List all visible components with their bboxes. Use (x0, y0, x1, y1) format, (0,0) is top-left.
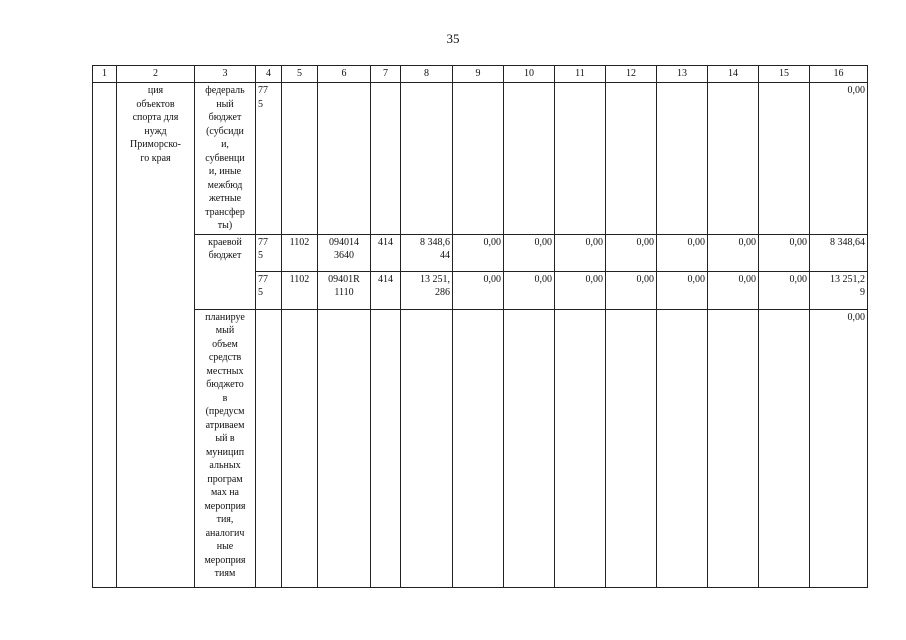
cell-c10 (504, 83, 555, 235)
cell-c14 (708, 83, 759, 235)
object-name-cell (117, 83, 195, 588)
cell-c9 (453, 83, 504, 235)
cell-c16-text: 8 348,64 (830, 236, 865, 248)
cell-c16-text: 13 251,2 9 (830, 273, 865, 298)
cell-c4-text: 77 5 (258, 236, 268, 261)
cell-c8 (401, 271, 453, 309)
cell-c13 (657, 309, 708, 587)
table-row-regional-1 (93, 234, 868, 271)
cell-c14 (708, 309, 759, 587)
header-cell-1: 1 (93, 66, 117, 83)
source-text: федераль ный бюджет (субсиди и, субвенци и, иные межбюд жетные трансфер ты) (205, 85, 245, 231)
cell-c10: 0,00 (504, 271, 555, 309)
source-cell (195, 234, 256, 271)
cell-c13 (657, 83, 708, 235)
cell-c8 (401, 83, 453, 235)
source-cell (195, 271, 256, 309)
header-cell-6: 6 (318, 66, 371, 83)
cell-c12: 0,00 (606, 234, 657, 271)
cell-c4 (256, 83, 282, 235)
cell-c5: 1102 (282, 271, 318, 309)
cell-c14: 0,00 (708, 234, 759, 271)
object-name-text: ция объектов спорта для нужд Приморско- го края (129, 85, 182, 164)
cell-c15 (759, 83, 810, 235)
budget-table (92, 65, 868, 588)
cell-c8 (401, 234, 453, 271)
cell-c4 (256, 234, 282, 271)
cell-c7 (371, 309, 401, 587)
cell-c4 (256, 309, 282, 587)
cell-c12 (606, 309, 657, 587)
cell-c13: 0,00 (657, 271, 708, 309)
cell-c15 (759, 309, 810, 587)
cell-c9: 0,00 (453, 271, 504, 309)
cell-c15: 0,00 (759, 271, 810, 309)
header-cell-8: 8 (401, 66, 453, 83)
cell-c6 (318, 234, 371, 271)
header-row (93, 66, 868, 83)
header-cell-13: 13 (657, 66, 708, 83)
cell-c6 (318, 309, 371, 587)
cell-c16 (810, 271, 868, 309)
cell-c6 (318, 83, 371, 235)
page-number: 35 (446, 31, 460, 46)
cell-c16-text: 0,00 (847, 85, 865, 96)
header-cell-9: 9 (453, 66, 504, 83)
cell-c5 (282, 309, 318, 587)
table-row-regional-2 (93, 271, 868, 309)
source-text: краевой бюджет (208, 236, 242, 261)
header-cell-5: 5 (282, 66, 318, 83)
cell-c7: 414 (371, 234, 401, 271)
cell-c5: 1102 (282, 234, 318, 271)
header-cell-11: 11 (555, 66, 606, 83)
cell-c9: 0,00 (453, 234, 504, 271)
cell-c6 (318, 271, 371, 309)
cell-c10 (504, 309, 555, 587)
cell-c5 (282, 83, 318, 235)
table-row-federal (93, 83, 868, 235)
header-cell-12: 12 (606, 66, 657, 83)
cell-c6-text: 094014 3640 (329, 236, 359, 261)
header-cell-10: 10 (504, 66, 555, 83)
header-cell-14: 14 (708, 66, 759, 83)
cell-c16 (810, 309, 868, 587)
col1-cell (93, 83, 117, 588)
cell-c14: 0,00 (708, 271, 759, 309)
source-cell (195, 309, 256, 587)
cell-c11 (555, 309, 606, 587)
cell-c11: 0,00 (555, 271, 606, 309)
cell-c9 (453, 309, 504, 587)
source-text: планируе мый объем средств местных бюджето в (предусм атриваем ый в муницип альных програм мах на мероприя тия, аналогич ные мероприя тиям (204, 311, 246, 579)
cell-c13: 0,00 (657, 234, 708, 271)
header-cell-15: 15 (759, 66, 810, 83)
cell-c6-text: 09401R 1110 (328, 273, 360, 298)
header-cell-16: 16 (810, 66, 868, 83)
cell-c8 (401, 309, 453, 587)
cell-c16 (810, 234, 868, 271)
cell-c11: 0,00 (555, 234, 606, 271)
cell-c7 (371, 83, 401, 235)
cell-c7: 414 (371, 271, 401, 309)
cell-c12 (606, 83, 657, 235)
cell-c8-text: 8 348,6 44 (420, 236, 450, 261)
cell-c15: 0,00 (759, 234, 810, 271)
cell-c10: 0,00 (504, 234, 555, 271)
header-cell-3: 3 (195, 66, 256, 83)
header-cell-2: 2 (117, 66, 195, 83)
header-cell-4: 4 (256, 66, 282, 83)
table-row-local (93, 309, 868, 587)
cell-c16 (810, 83, 868, 235)
header-cell-7: 7 (371, 66, 401, 83)
cell-c11 (555, 83, 606, 235)
cell-c8-text: 13 251, 286 (420, 273, 450, 298)
source-cell (195, 83, 256, 235)
cell-c12: 0,00 (606, 271, 657, 309)
cell-c4 (256, 271, 282, 309)
cell-c16-text: 0,00 (847, 311, 865, 323)
cell-c4-text: 77 5 (258, 273, 268, 298)
cell-c4-text: 77 5 (258, 85, 268, 110)
